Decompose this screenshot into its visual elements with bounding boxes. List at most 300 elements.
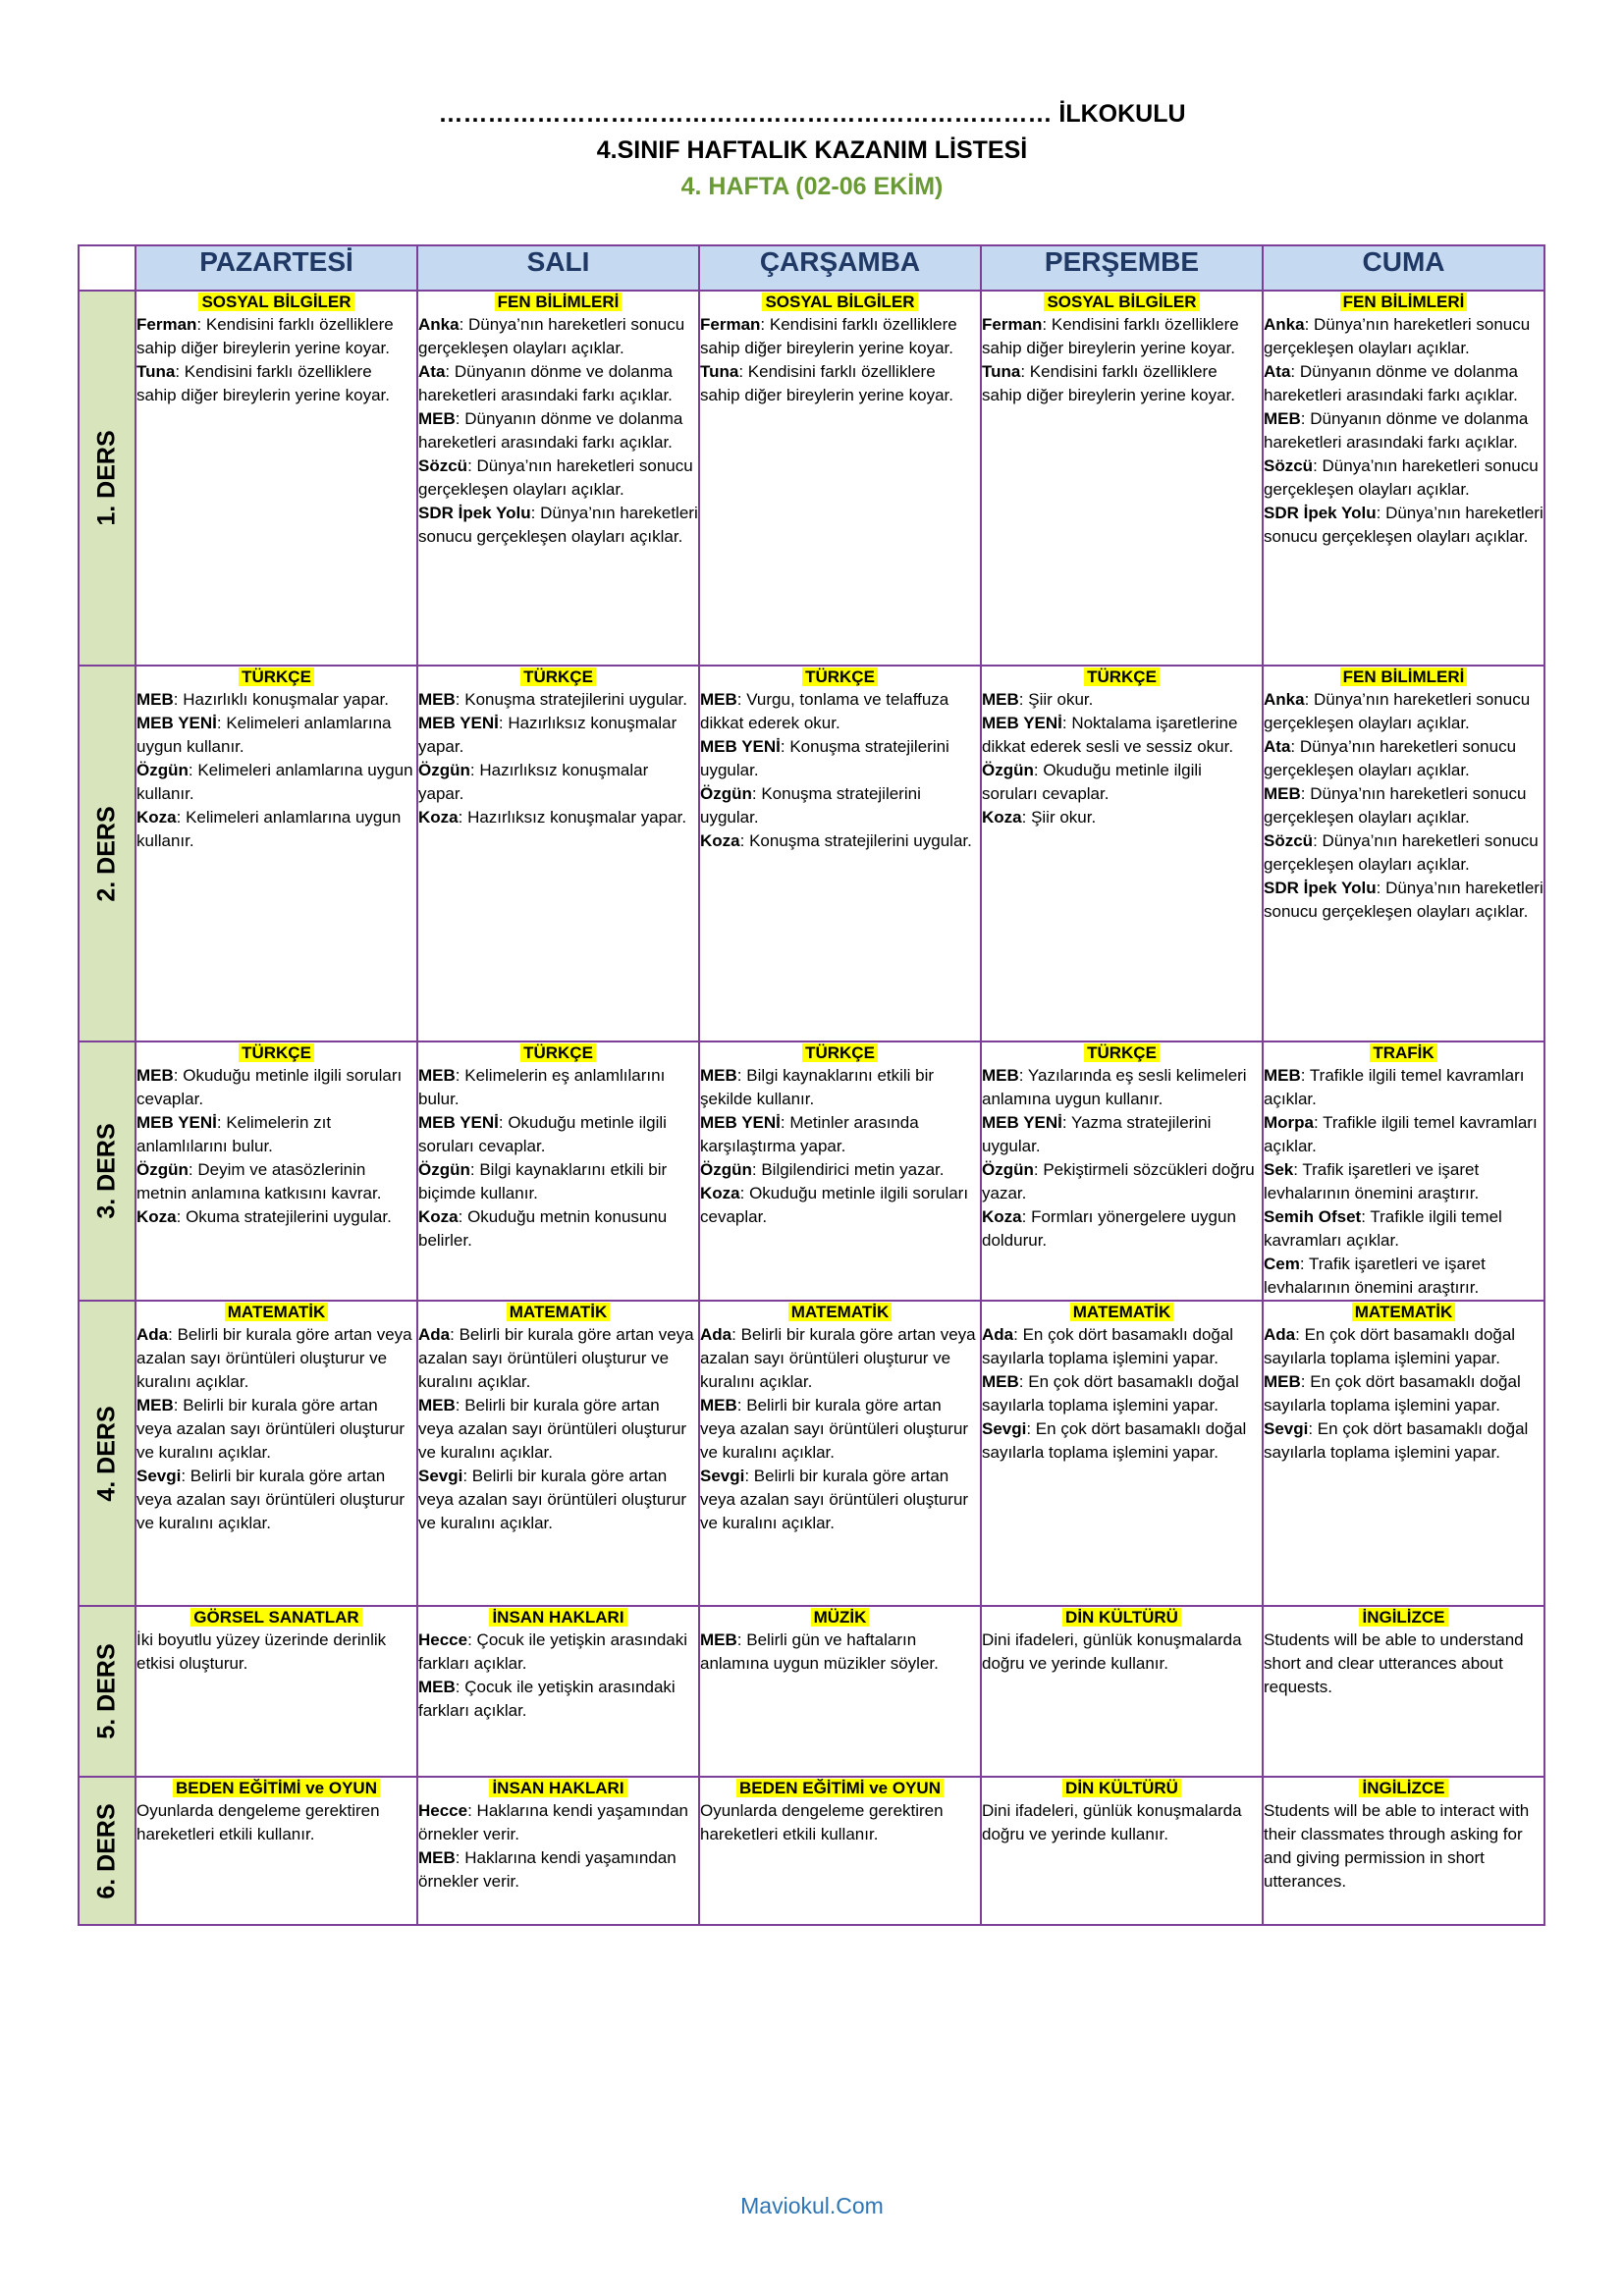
- outcome-entry: [418, 1799, 698, 1846]
- source-name: Sözcü: [1264, 831, 1314, 850]
- subject-label: TÜRKÇE: [1084, 1043, 1160, 1062]
- outcome-entry: [418, 313, 698, 360]
- subject-label: MATEMATİK: [507, 1303, 610, 1321]
- outcome-entry: [1264, 688, 1543, 735]
- subject-heading: [982, 1607, 1262, 1629]
- lesson-label-cell: [79, 666, 135, 1041]
- outcome-text: : Yazma stratejilerini uygular.: [982, 1113, 1212, 1155]
- source-name: Tuna: [982, 362, 1021, 381]
- source-name: Anka: [1264, 690, 1305, 709]
- outcome-text: : Dünya’nın hareketleri sonucu gerçekleşen olayları açıklar.: [1264, 504, 1543, 546]
- source-name: MEB: [1264, 1372, 1301, 1391]
- subject-heading: [418, 1778, 698, 1799]
- outcome-entry: [700, 782, 980, 829]
- outcome-entry: [418, 759, 698, 806]
- outcome-entry: [982, 1205, 1262, 1253]
- outcome-text: Oyunlarda dengeleme gerektiren hareketleri etkili kullanır.: [700, 1801, 944, 1843]
- outcome-entry: [418, 502, 698, 549]
- source-name: MEB: [136, 1396, 174, 1415]
- schedule-cell: [1263, 1606, 1544, 1777]
- source-name: Sevgi: [1264, 1419, 1309, 1438]
- outcome-entry: [1264, 782, 1543, 829]
- subject-heading: [1264, 1302, 1543, 1323]
- lesson-label-cell: [79, 1301, 135, 1606]
- source-name: Anka: [418, 315, 460, 334]
- source-name: MEB: [418, 1678, 456, 1696]
- source-name: MEB YENİ: [136, 1113, 217, 1132]
- outcome-entry: [1264, 502, 1543, 549]
- outcome-entry: [136, 688, 416, 712]
- outcome-text: : Trafikle ilgili temel kavramları açıklar.: [1264, 1066, 1525, 1108]
- outcome-text: : Dünya’nın hareketleri sonucu gerçekleşen olayları açıklar.: [1264, 737, 1517, 779]
- source-name: MEB: [700, 1630, 737, 1649]
- source-name: MEB YENİ: [700, 1113, 781, 1132]
- subject-label: TÜRKÇE: [239, 667, 314, 686]
- schedule-cell: [1263, 666, 1544, 1041]
- subject-label: SOSYAL BİLGİLER: [198, 293, 353, 311]
- schedule-cell: [135, 1301, 417, 1606]
- schedule-cell: [417, 1777, 699, 1925]
- source-name: Özgün: [700, 1160, 752, 1179]
- source-name: Özgün: [136, 1160, 189, 1179]
- lesson-row: [79, 666, 1544, 1041]
- subject-heading: [700, 1302, 980, 1323]
- outcome-text: : Dünya’nın hareketleri sonucu gerçekleşen olayları açıklar.: [418, 315, 685, 357]
- outcome-text: : Okuma stratejilerini uygular.: [176, 1207, 392, 1226]
- schedule-cell: [699, 1777, 981, 1925]
- outcome-text: : Dünya’nın hareketleri sonucu gerçekleşen olayları açıklar.: [418, 456, 693, 499]
- schedule-cell: [1263, 1301, 1544, 1606]
- outcome-text: : Hazırlıksız konuşmalar yapar.: [418, 761, 649, 803]
- outcome-text: : Haklarına kendi yaşamından örnekler verir.: [418, 1801, 689, 1843]
- outcome-text: : Bilgi kaynaklarını etkili bir şekilde kullanır.: [700, 1066, 935, 1108]
- source-name: Anka: [1264, 315, 1305, 334]
- source-name: MEB: [1264, 409, 1301, 428]
- outcome-text: : Konuşma stratejilerini uygular.: [455, 690, 688, 709]
- source-name: MEB: [1264, 784, 1301, 803]
- outcome-text: : Çocuk ile yetişkin arasındaki farkları açıklar.: [418, 1678, 676, 1720]
- source-name: MEB: [700, 1396, 737, 1415]
- lesson-label-cell: [79, 1606, 135, 1777]
- schedule-cell: [1263, 1041, 1544, 1301]
- subject-heading: [700, 1778, 980, 1799]
- source-name: Ada: [418, 1325, 451, 1344]
- outcome-text: : Okuduğu metinle ilgili soruları cevaplar.: [418, 1113, 667, 1155]
- subject-label: TRAFİK: [1370, 1043, 1436, 1062]
- day-header-wednesday: ÇARŞAMBA: [699, 245, 981, 291]
- outcome-text: Dini ifadeleri, günlük konuşmalarda doğru ve yerinde kullanır.: [982, 1630, 1242, 1673]
- subject-label: MÜZİK: [811, 1608, 870, 1627]
- subject-label: GÖRSEL SANATLAR: [190, 1608, 361, 1627]
- lesson-row: [79, 1301, 1544, 1606]
- source-name: Semih Ofset: [1264, 1207, 1362, 1226]
- outcome-text: : Pekiştirmeli sözcükleri doğru yazar.: [982, 1160, 1255, 1202]
- outcome-entry: [1264, 829, 1543, 877]
- schedule-cell: [981, 291, 1263, 666]
- outcome-text: Oyunlarda dengeleme gerektiren hareketleri etkili kullanır.: [136, 1801, 380, 1843]
- schedule-cell: [417, 1041, 699, 1301]
- outcome-entry: [1264, 1205, 1543, 1253]
- outcome-entry: [1264, 877, 1543, 924]
- source-name: MEB: [700, 1066, 737, 1085]
- subject-label: TÜRKÇE: [802, 667, 878, 686]
- source-name: Hecce: [418, 1801, 468, 1820]
- schedule-cell: [135, 1606, 417, 1777]
- source-name: Ata: [1264, 362, 1291, 381]
- outcome-entry: [982, 1799, 1262, 1846]
- source-name: Tuna: [136, 362, 176, 381]
- outcome-entry: [982, 759, 1262, 806]
- outcome-text: : Trafik işaretleri ve işaret levhalarının önemini araştırır.: [1264, 1160, 1480, 1202]
- subject-heading: [418, 1607, 698, 1629]
- subject-heading: [982, 667, 1262, 688]
- outcome-text: : Yazılarında eş sesli kelimeleri anlamına uygun kullanır.: [982, 1066, 1247, 1108]
- outcome-entry: [136, 1394, 416, 1465]
- outcome-text: : En çok dört basamaklı doğal sayılarla toplama işlemini yapar.: [1264, 1419, 1529, 1462]
- schedule-cell: [981, 1301, 1263, 1606]
- schedule-cell: [699, 1606, 981, 1777]
- outcome-text: : Şiir okur.: [1018, 690, 1094, 709]
- outcome-entry: [418, 1465, 698, 1535]
- outcome-entry: [700, 688, 980, 735]
- outcome-text: : Konuşma stratejilerini uygular.: [700, 784, 921, 827]
- source-name: MEB YENİ: [700, 737, 781, 756]
- subject-label: BEDEN EĞİTİMİ ve OYUN: [736, 1779, 944, 1797]
- outcome-entry: [418, 806, 698, 829]
- outcome-entry: [982, 1417, 1262, 1465]
- source-name: Sevgi: [418, 1467, 463, 1485]
- subject-heading: [982, 1778, 1262, 1799]
- subject-label: MATEMATİK: [225, 1303, 328, 1321]
- subject-label: MATEMATİK: [788, 1303, 892, 1321]
- outcome-entry: [136, 360, 416, 407]
- outcome-text: : Belirli bir kurala göre artan veya azalan sayı örüntüleri oluşturur ve kuralını açıklar.: [136, 1396, 406, 1462]
- source-name: MEB: [136, 690, 174, 709]
- outcome-entry: [700, 1465, 980, 1535]
- outcome-entry: [136, 313, 416, 360]
- footer-website[interactable]: Maviokul.Com: [740, 2193, 884, 2218]
- subject-heading: [700, 1607, 980, 1629]
- source-name: Özgün: [418, 761, 470, 779]
- subject-label: SOSYAL BİLGİLER: [762, 293, 917, 311]
- subject-heading: [700, 292, 980, 313]
- subject-heading: [982, 1302, 1262, 1323]
- source-name: MEB: [982, 1372, 1019, 1391]
- outcome-entry: [1264, 454, 1543, 502]
- outcome-text: : Deyim ve atasözlerinin metnin anlamına katkısını kavrar.: [136, 1160, 382, 1202]
- subject-heading: [136, 1302, 416, 1323]
- schedule-cell: [417, 1301, 699, 1606]
- outcome-entry: [418, 1676, 698, 1723]
- outcome-entry: [982, 688, 1262, 712]
- schedule-table: [78, 244, 1545, 1926]
- source-name: Morpa: [1264, 1113, 1314, 1132]
- source-name: MEB: [418, 1396, 456, 1415]
- subject-label: FEN BİLİMLERİ: [1340, 667, 1468, 686]
- source-name: Sözcü: [1264, 456, 1314, 475]
- source-name: Özgün: [982, 1160, 1034, 1179]
- source-name: MEB: [418, 409, 456, 428]
- outcome-text: : Belirli bir kurala göre artan veya azalan sayı örüntüleri oluşturur ve kuralını açıklar.: [418, 1396, 687, 1462]
- school-name: ………………………………………………………………… İLKOKULU: [438, 100, 1186, 128]
- outcome-text: : Konuşma stratejilerini uygular.: [700, 737, 949, 779]
- outcome-text: : Dünya’nın hareketleri sonucu gerçekleşen olayları açıklar.: [1264, 784, 1527, 827]
- lesson-label: 3. DERS: [92, 1123, 121, 1219]
- outcome-text: : Çocuk ile yetişkin arasındaki farkları açıklar.: [418, 1630, 688, 1673]
- outcome-entry: [136, 806, 416, 853]
- outcome-entry: [1264, 1417, 1543, 1465]
- outcome-entry: [136, 1629, 416, 1676]
- outcome-text: : Bilgi kaynaklarını etkili bir biçimde kullanır.: [418, 1160, 668, 1202]
- source-name: Koza: [982, 1207, 1022, 1226]
- outcome-entry: [700, 1111, 980, 1158]
- source-name: SDR İpek Yolu: [418, 504, 531, 522]
- outcome-text: : Kendisini farklı özelliklere sahip diğer bireylerin yerine koyar.: [700, 315, 957, 357]
- outcome-entry: [1264, 1629, 1543, 1699]
- outcome-entry: [418, 1111, 698, 1158]
- source-name: MEB: [700, 690, 737, 709]
- source-name: Sevgi: [982, 1419, 1027, 1438]
- schedule-cell: [981, 1041, 1263, 1301]
- schedule-cell: [981, 1606, 1263, 1777]
- source-name: MEB YENİ: [136, 714, 217, 732]
- subject-heading: [700, 667, 980, 688]
- subject-heading: [1264, 1042, 1543, 1064]
- subject-heading: [418, 667, 698, 688]
- outcome-text: : Belirli bir kurala göre artan veya azalan sayı örüntüleri oluşturur ve kuralını açıklar.: [418, 1325, 694, 1391]
- source-name: Özgün: [418, 1160, 470, 1179]
- outcome-text: : Kendisini farklı özelliklere sahip diğer bireylerin yerine koyar.: [136, 362, 390, 404]
- day-header-friday: CUMA: [1263, 245, 1544, 291]
- outcome-text: : Okuduğu metinle ilgili soruları cevaplar.: [136, 1066, 403, 1108]
- source-name: Sözcü: [418, 456, 468, 475]
- subject-heading: [418, 1042, 698, 1064]
- lesson-label: 1. DERS: [92, 430, 121, 526]
- outcome-text: : Kendisini farklı özelliklere sahip diğer bireylerin yerine koyar.: [700, 362, 953, 404]
- corner-cell: [79, 245, 135, 291]
- subject-heading: [1264, 1607, 1543, 1629]
- source-name: MEB: [982, 1066, 1019, 1085]
- lesson-label: 4. DERS: [92, 1405, 121, 1502]
- outcome-text: : Kelimelerin zıt anlamlılarını bulur.: [136, 1113, 332, 1155]
- source-name: Ada: [700, 1325, 732, 1344]
- source-name: MEB: [418, 1066, 456, 1085]
- source-name: MEB: [982, 690, 1019, 709]
- outcome-text: : Dünyanın dönme ve dolanma hareketleri arasındaki farkı açıklar.: [1264, 362, 1518, 404]
- outcome-entry: [700, 313, 980, 360]
- source-name: MEB YENİ: [982, 714, 1062, 732]
- subject-label: DİN KÜLTÜRÜ: [1062, 1779, 1181, 1797]
- subject-heading: [136, 292, 416, 313]
- lesson-label: 5. DERS: [92, 1643, 121, 1739]
- outcome-entry: [1264, 1799, 1543, 1894]
- subject-label: TÜRKÇE: [1084, 667, 1160, 686]
- outcome-entry: [418, 688, 698, 712]
- outcome-text: : Noktalama işaretlerine dikkat ederek sesli ve sessiz okur.: [982, 714, 1238, 756]
- outcome-entry: [1264, 1253, 1543, 1300]
- outcome-entry: [418, 1323, 698, 1394]
- lesson-label-cell: [79, 291, 135, 666]
- subject-heading: [1264, 292, 1543, 313]
- schedule-cell: [417, 666, 699, 1041]
- outcome-entry: [700, 1158, 980, 1182]
- outcome-text: : Şiir okur.: [1021, 808, 1097, 827]
- outcome-text: : Belirli bir kurala göre artan veya azalan sayı örüntüleri oluşturur ve kuralını açıklar.: [136, 1467, 406, 1532]
- subject-label: İNGİLİZCE: [1359, 1608, 1447, 1627]
- source-name: Sek: [1264, 1160, 1294, 1179]
- subject-label: SOSYAL BİLGİLER: [1044, 293, 1199, 311]
- outcome-text: Students will be able to understand short and clear utterances about requests.: [1264, 1630, 1524, 1696]
- source-name: MEB: [136, 1066, 174, 1085]
- outcome-entry: [700, 1799, 980, 1846]
- outcome-text: : En çok dört basamaklı doğal sayılarla toplama işlemini yapar.: [1264, 1325, 1516, 1367]
- outcome-entry: [982, 712, 1262, 759]
- subject-heading: [418, 292, 698, 313]
- outcome-entry: [982, 1323, 1262, 1370]
- outcome-text: İki boyutlu yüzey üzerinde derinlik etkisi oluşturur.: [136, 1630, 387, 1673]
- outcome-text: : Dünya’nın hareketleri sonucu gerçekleşen olayları açıklar.: [1264, 879, 1543, 921]
- source-name: Ada: [982, 1325, 1014, 1344]
- source-name: Ferman: [700, 315, 761, 334]
- outcome-entry: [1264, 360, 1543, 407]
- source-name: MEB: [418, 1848, 456, 1867]
- source-name: MEB YENİ: [418, 714, 499, 732]
- outcome-entry: [700, 829, 980, 853]
- lesson-label: 6. DERS: [92, 1802, 121, 1899]
- source-name: Cem: [1264, 1255, 1300, 1273]
- outcome-text: : Dünyanın dönme ve dolanma hareketleri arasındaki farkı açıklar.: [418, 409, 683, 452]
- outcome-text: : Trafikle ilgili temel kavramları açıklar.: [1264, 1207, 1502, 1250]
- source-name: Ata: [418, 362, 446, 381]
- schedule-cell: [1263, 1777, 1544, 1925]
- outcome-entry: [700, 360, 980, 407]
- outcome-text: : En çok dört basamaklı doğal sayılarla toplama işlemini yapar.: [1264, 1372, 1521, 1415]
- outcome-text: : Okuduğu metnin konusunu belirler.: [418, 1207, 668, 1250]
- outcome-text: : Dünyanın dönme ve dolanma hareketleri arasındaki farkı açıklar.: [418, 362, 673, 404]
- subject-heading: [1264, 667, 1543, 688]
- outcome-entry: [136, 712, 416, 759]
- outcome-entry: [982, 1629, 1262, 1676]
- schedule-cell: [981, 1777, 1263, 1925]
- outcome-text: : Hazırlıklı konuşmalar yapar.: [173, 690, 389, 709]
- subject-label: İNGİLİZCE: [1359, 1779, 1447, 1797]
- outcome-entry: [418, 1205, 698, 1253]
- source-name: MEB YENİ: [982, 1113, 1062, 1132]
- source-name: Ferman: [982, 315, 1043, 334]
- outcome-entry: [700, 1064, 980, 1111]
- outcome-entry: [982, 806, 1262, 829]
- outcome-entry: [1264, 735, 1543, 782]
- outcome-text: : Kendisini farklı özelliklere sahip diğer bireylerin yerine koyar.: [136, 315, 394, 357]
- schedule-cell: [417, 291, 699, 666]
- outcome-text: : Bilgilendirici metin yazar.: [751, 1160, 945, 1179]
- outcome-entry: [982, 1370, 1262, 1417]
- subject-label: İNSAN HAKLARI: [489, 1608, 626, 1627]
- lesson-row: [79, 1606, 1544, 1777]
- outcome-entry: [136, 1465, 416, 1535]
- outcome-entry: [418, 1158, 698, 1205]
- lesson-row: [79, 291, 1544, 666]
- outcome-text: Dini ifadeleri, günlük konuşmalarda doğru ve yerinde kullanır.: [982, 1801, 1242, 1843]
- subject-label: FEN BİLİMLERİ: [495, 293, 623, 311]
- subject-label: MATEMATİK: [1352, 1303, 1455, 1321]
- schedule-cell: [699, 1041, 981, 1301]
- page-title: 4.SINIF HAFTALIK KAZANIM LİSTESİ: [596, 136, 1028, 164]
- subject-label: BEDEN EĞİTİMİ ve OYUN: [173, 1779, 380, 1797]
- outcome-text: : Kelimelerin eş anlamlılarını bulur.: [418, 1066, 666, 1108]
- schedule-cell: [135, 291, 417, 666]
- schedule-cell: [135, 666, 417, 1041]
- outcome-entry: [136, 759, 416, 806]
- source-name: MEB: [1264, 1066, 1301, 1085]
- schedule-cell: [981, 666, 1263, 1041]
- outcome-text: : Belirli bir kurala göre artan veya azalan sayı örüntüleri oluşturur ve kuralını açıklar.: [136, 1325, 412, 1391]
- source-name: SDR İpek Yolu: [1264, 879, 1377, 897]
- source-name: Ada: [1264, 1325, 1296, 1344]
- outcome-text: : Hazırlıksız konuşmalar yapar.: [418, 714, 677, 756]
- outcome-text: : Dünya’nın hareketleri sonucu gerçekleşen olayları açıklar.: [1264, 690, 1531, 732]
- outcome-entry: [418, 1394, 698, 1465]
- subject-label: İNSAN HAKLARI: [489, 1779, 626, 1797]
- subject-heading: [136, 1607, 416, 1629]
- subject-heading: [982, 292, 1262, 313]
- outcome-text: : Dünya’nın hareketleri sonucu gerçekleşen olayları açıklar.: [418, 504, 698, 546]
- outcome-entry: [136, 1111, 416, 1158]
- schedule-cell: [135, 1777, 417, 1925]
- source-name: Koza: [418, 1207, 459, 1226]
- subject-heading: [982, 1042, 1262, 1064]
- schedule-cell: [417, 1606, 699, 1777]
- source-name: Özgün: [136, 761, 189, 779]
- source-name: MEB YENİ: [418, 1113, 499, 1132]
- subject-label: DİN KÜLTÜRÜ: [1062, 1608, 1181, 1627]
- subject-heading: [136, 667, 416, 688]
- outcome-entry: [700, 1629, 980, 1676]
- source-name: Hecce: [418, 1630, 468, 1649]
- day-header-thursday: PERŞEMBE: [981, 245, 1263, 291]
- outcome-text: : Dünya’nın hareketleri sonucu gerçekleşen olayları açıklar.: [1264, 831, 1539, 874]
- subject-heading: [700, 1042, 980, 1064]
- outcome-entry: [1264, 407, 1543, 454]
- outcome-text: : Kendisini farklı özelliklere sahip diğer bireylerin yerine koyar.: [982, 315, 1239, 357]
- schedule-cell: [699, 1301, 981, 1606]
- outcome-entry: [700, 735, 980, 782]
- outcome-text: : Metinler arasında karşılaştırma yapar.: [700, 1113, 919, 1155]
- source-name: Ada: [136, 1325, 169, 1344]
- outcome-entry: [1264, 1323, 1543, 1370]
- outcome-entry: [1264, 1064, 1543, 1111]
- outcome-text: : En çok dört basamaklı doğal sayılarla toplama işlemini yapar.: [982, 1419, 1247, 1462]
- outcome-text: : Konuşma stratejilerini uygular.: [739, 831, 972, 850]
- outcome-entry: [1264, 1370, 1543, 1417]
- outcome-text: : Okuduğu metinle ilgili soruları cevaplar.: [700, 1184, 969, 1226]
- outcome-entry: [418, 1064, 698, 1111]
- source-name: Özgün: [700, 784, 752, 803]
- outcome-text: Students will be able to interact with their classmates through asking for and giving permission in short utterances.: [1264, 1801, 1530, 1891]
- outcome-entry: [982, 1158, 1262, 1205]
- outcome-text: : Dünyanın dönme ve dolanma hareketleri arasındaki farkı açıklar.: [1264, 409, 1529, 452]
- outcome-entry: [418, 360, 698, 407]
- lesson-label-cell: [79, 1777, 135, 1925]
- source-name: Koza: [136, 1207, 177, 1226]
- outcome-text: : En çok dört basamaklı doğal sayılarla toplama işlemini yapar.: [982, 1325, 1234, 1367]
- outcome-entry: [136, 1323, 416, 1394]
- source-name: Koza: [136, 808, 177, 827]
- lesson-label-cell: [79, 1041, 135, 1301]
- schedule-cell: [135, 1041, 417, 1301]
- outcome-text: : Dünya’nın hareketleri sonucu gerçekleşen olayları açıklar.: [1264, 456, 1539, 499]
- outcome-entry: [136, 1158, 416, 1205]
